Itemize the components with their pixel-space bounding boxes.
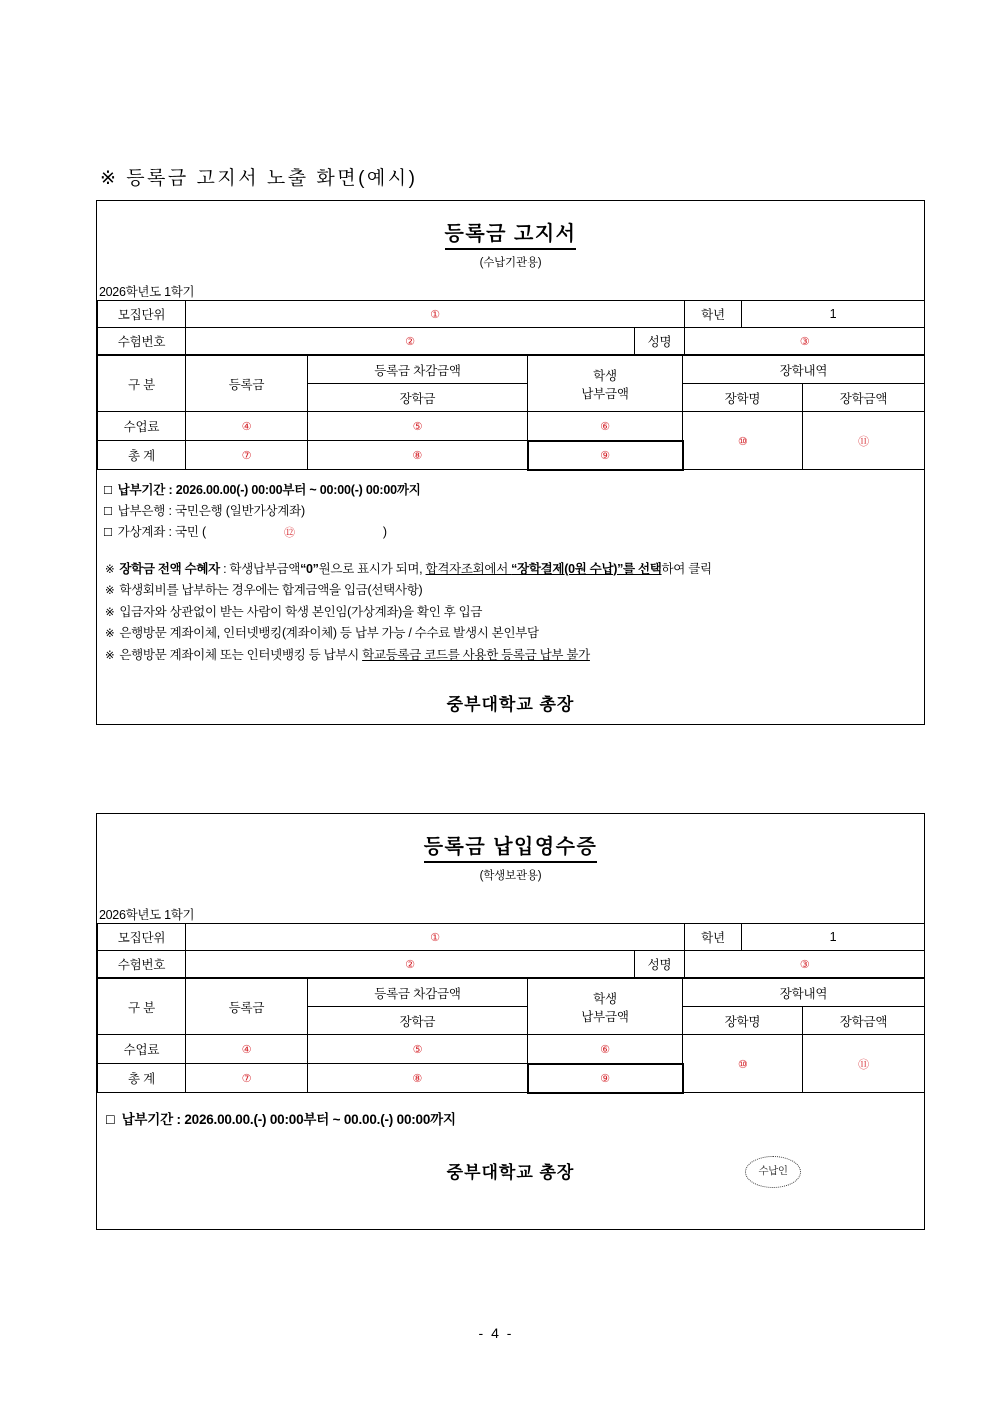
note-text-run: “0” [300, 561, 319, 576]
table-row [98, 301, 925, 328]
note-text-run: 학생회비를 납부하는 경우에는 합계금액을 입금(선택사항) [119, 583, 423, 597]
grade-value: 1 [742, 924, 925, 951]
division-header: 구 분 [98, 979, 186, 1035]
cell-tuition: ④ [241, 1043, 252, 1056]
name-value: ③ [799, 958, 810, 971]
payment-bank-line [103, 501, 924, 522]
exam-no-label: 수험번호 [98, 951, 186, 978]
cell-scholarship: ⑤ [412, 1043, 423, 1056]
checkbox-icon: ☐ [105, 1112, 116, 1127]
note-text-run: 원으로 표시가 되며, [318, 561, 426, 576]
payment-bank-label: 납부은행 : [117, 503, 175, 518]
row-label-total: 총 계 [98, 441, 186, 470]
receipt-subtitle: (학생보관용) [479, 870, 542, 882]
deduction-header: 등록금 차감금액 [308, 979, 528, 1007]
note-line [105, 559, 924, 581]
student-payment-header-line2: 납부금액 [581, 1009, 629, 1024]
grade-label: 학년 [685, 924, 742, 951]
cell-student-payment: ⑥ [600, 1042, 610, 1056]
note-line [105, 602, 924, 624]
grade-value: 1 [742, 301, 925, 328]
note-line [105, 645, 924, 667]
tuition-receipt-form [96, 813, 925, 1230]
payment-seal-stamp: 수납인 [745, 1156, 801, 1188]
cell-student-payment: ⑥ [600, 419, 610, 433]
scholarship-detail-header: 장학내역 [683, 979, 925, 1007]
unit-value: ① [430, 308, 440, 321]
student-payment-header-line1: 학생 [593, 368, 617, 383]
virtual-account-value: ⑫ [284, 525, 295, 539]
tuition-header: 등록금 [186, 356, 308, 412]
table-row [98, 412, 925, 441]
student-payment-header-line2: 납부금액 [581, 386, 629, 401]
notice-signature: 중부대학교 총장 [446, 695, 575, 714]
notice-term: 2026학년도 1학기 [99, 285, 195, 299]
student-payment-header [528, 356, 683, 412]
virtual-account-label: 가상계좌 : [117, 524, 175, 539]
cell-total-scholarship: ⑧ [412, 449, 423, 462]
table-header-row [98, 979, 925, 1007]
scholarship-header: 장학금 [308, 384, 528, 412]
receipt-fee-table [97, 978, 925, 1094]
cell-scholarship: ⑤ [412, 420, 423, 433]
table-row [98, 1035, 925, 1064]
payment-bank-note: (일반가상계좌) [225, 503, 305, 518]
note-marker-icon: ※ [105, 626, 115, 640]
note-text-run: : 학생납부금액 [223, 561, 301, 576]
note-text-run: 합격자조회에서 [425, 561, 512, 576]
student-payment-header-line1: 학생 [593, 991, 617, 1006]
receipt-signature-row [97, 1158, 924, 1183]
note-text-run: “장학결제(0원 수납)”를 선택 [511, 561, 662, 576]
receipt-title: 등록금 납입영수증 [424, 836, 598, 863]
checkbox-icon: ☐ [103, 504, 113, 518]
cell-scholarship-name: ⑩ [737, 1057, 748, 1071]
table-header-row [98, 356, 925, 384]
notes-block [97, 543, 924, 667]
checkbox-icon: ☐ [103, 483, 113, 497]
tuition-bill-form [96, 200, 925, 725]
notice-signature-row [97, 690, 924, 715]
note-line [105, 580, 924, 602]
exam-no-value: ② [405, 335, 415, 348]
scholarship-detail-header: 장학내역 [683, 356, 925, 384]
note-text-run: 하여 클릭 [661, 561, 712, 576]
cell-total-student-payment: ⑨ [600, 449, 610, 462]
scholarship-name-header: 장학명 [683, 384, 803, 412]
note-text-run: 은행방문 계좌이체 또는 인터넷뱅킹 등 납부시 [119, 647, 363, 662]
notice-subtitle: (수납기관용) [479, 257, 542, 269]
scholarship-amount-header: 장학금액 [803, 384, 925, 412]
row-label-tuition-fee: 수업료 [98, 412, 186, 441]
note-marker-icon: ※ [105, 647, 115, 662]
scholarship-amount-header: 장학금액 [803, 1007, 925, 1035]
note-text-run: 은행방문 계좌이체, 인터넷뱅킹(계좌이체) 등 납부 가능 / 수수료 발생시 본인부담 [119, 626, 539, 640]
cell-total-student-payment: ⑨ [600, 1072, 610, 1085]
table-row [98, 951, 925, 978]
payment-bank-value: 국민은행 [175, 503, 226, 518]
virtual-account-suffix: ) [382, 524, 387, 539]
cell-tuition: ④ [241, 420, 252, 433]
checkbox-icon: ☐ [103, 525, 113, 539]
note-text-run: 장학금 전액 수혜자 [119, 561, 224, 576]
note-text-run: 학교등록금 코드를 사용한 등록금 납부 불가 [362, 647, 590, 662]
exam-no-label: 수험번호 [98, 328, 186, 355]
cell-scholarship-amount: ⑪ [858, 1057, 869, 1071]
table-row [98, 328, 925, 355]
page-heading: ※ 등록금 고지서 노출 화면(예시) [100, 168, 418, 189]
cell-total-tuition: ⑦ [241, 1072, 252, 1085]
payment-info-block [97, 471, 924, 543]
unit-value: ① [430, 931, 440, 944]
note-marker-icon: ※ [105, 583, 115, 597]
note-line [105, 623, 924, 645]
cell-total-scholarship: ⑧ [412, 1072, 423, 1085]
note-marker-icon: ※ [105, 604, 115, 619]
payment-period-label: 납부기간 : [117, 482, 176, 497]
name-label: 성명 [635, 951, 685, 978]
receipt-term: 2026학년도 1학기 [99, 908, 195, 922]
name-value: ③ [799, 335, 810, 348]
note-text-run: 입금자와 상관없이 받는 사람이 학생 본인임(가상계좌)을 확인 후 입금 [119, 604, 483, 619]
name-label: 성명 [635, 328, 685, 355]
note-marker-icon: ※ [105, 561, 115, 576]
grade-label: 학년 [685, 301, 742, 328]
cell-scholarship-name: ⑩ [737, 434, 748, 448]
notice-identity-table [97, 300, 925, 355]
notice-title: 등록금 고지서 [445, 223, 577, 250]
exam-no-value: ② [405, 958, 415, 971]
cell-total-tuition: ⑦ [241, 449, 252, 462]
scholarship-name-header: 장학명 [683, 1007, 803, 1035]
unit-label: 모집단위 [98, 301, 186, 328]
row-label-tuition-fee: 수업료 [98, 1035, 186, 1064]
tuition-header: 등록금 [186, 979, 308, 1035]
payment-period-value: 2026.00.00(-) 00:00부터 ~ 00:00(-) 00:00까지 [175, 482, 421, 497]
receipt-payment-period-line [97, 1094, 924, 1128]
virtual-account-prefix: 국민 ( [175, 524, 206, 539]
receipt-signature: 중부대학교 총장 [446, 1162, 575, 1182]
table-row [98, 924, 925, 951]
division-header: 구 분 [98, 356, 186, 412]
virtual-account-line [103, 522, 924, 543]
page-number: - 4 - [478, 1325, 514, 1341]
deduction-header: 등록금 차감금액 [308, 356, 528, 384]
notice-title-wrap [97, 201, 924, 250]
receipt-identity-table [97, 923, 925, 978]
receipt-title-wrap [97, 814, 924, 863]
scholarship-header: 장학금 [308, 1007, 528, 1035]
row-label-total: 총 계 [98, 1064, 186, 1093]
unit-label: 모집단위 [98, 924, 186, 951]
receipt-payment-period: 납부기간 : 2026.00.00.(-) 00:00부터 ~ 00.00.(-) 00:00까지 [121, 1111, 456, 1127]
student-payment-header [528, 979, 683, 1035]
payment-period-line [103, 480, 924, 501]
cell-scholarship-amount: ⑪ [858, 434, 869, 448]
notice-fee-table [97, 355, 925, 471]
